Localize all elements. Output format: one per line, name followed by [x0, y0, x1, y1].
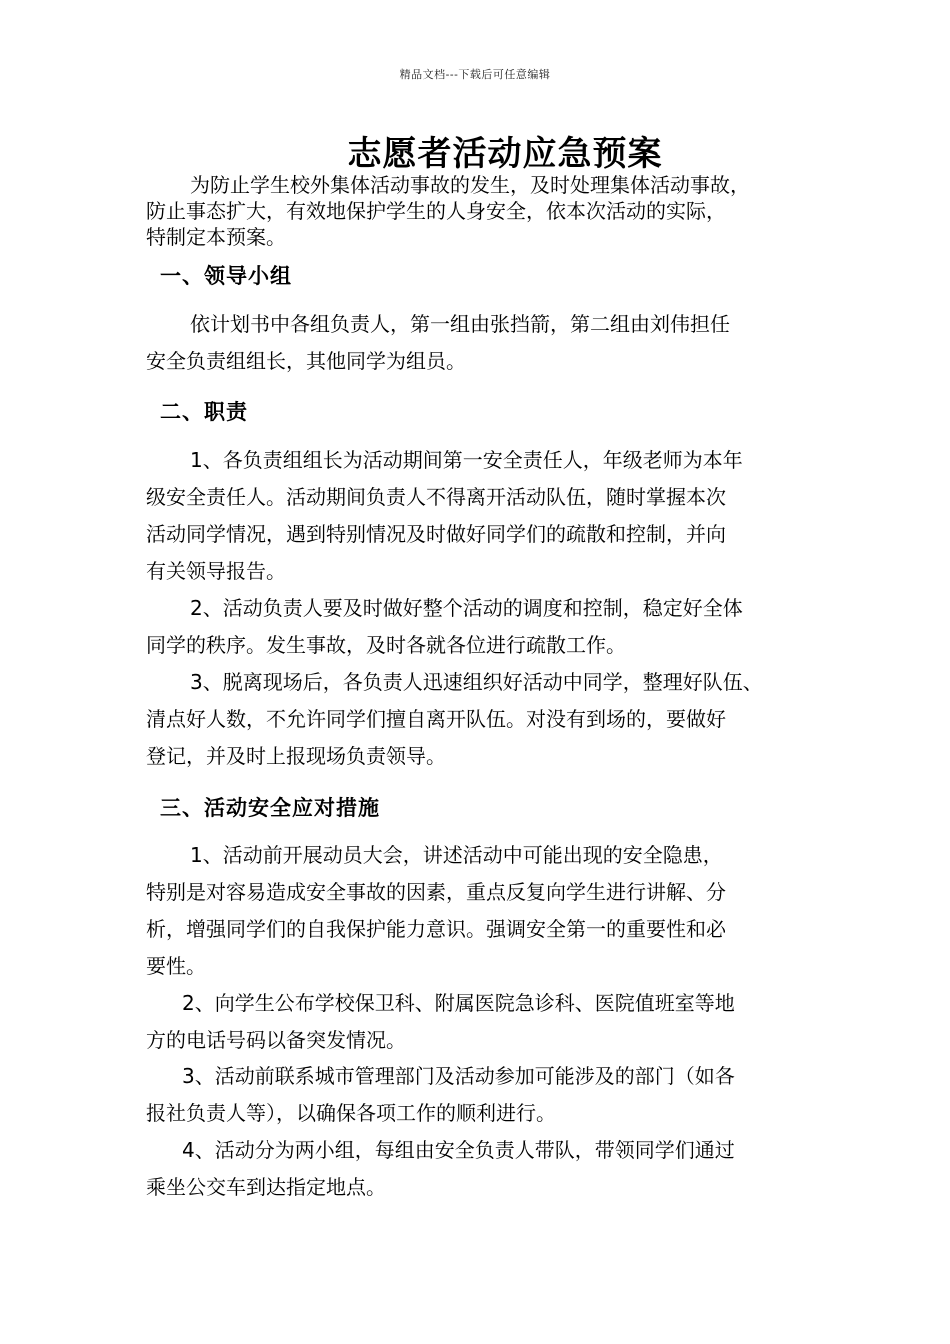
paragraph-line: 活动同学情况，遇到特别情况及时做好同学们的疏散和控制，并向: [146, 522, 726, 546]
paragraph-line: 乘坐公交车到达指定地点。: [146, 1175, 386, 1199]
measures-paragraph-4: [146, 1132, 811, 1206]
paragraph-line: 4、活动分为两小组，每组由安全负责人带队，带领同学们通过: [182, 1138, 735, 1162]
measures-paragraph-1: [146, 837, 811, 985]
measures-paragraph-3: [146, 1058, 811, 1132]
duties-paragraph-2: [146, 590, 811, 664]
intro-line: 特制定本预案。: [146, 225, 286, 249]
paragraph-line: 3、脱离现场后，各负责人迅速组织好活动中同学，整理好队伍、: [190, 670, 763, 694]
paragraph-line: 安全负责组组长，其他同学为组员。: [146, 349, 466, 373]
paragraph-line: 清点好人数，不允许同学们擅自离开队伍。对没有到场的，要做好: [146, 707, 726, 731]
paragraph-line: 析，增强同学们的自我保护能力意识。强调安全第一的重要性和必: [146, 917, 726, 941]
intro-line: 为防止学生校外集体活动事故的发生，及时处理集体活动事故，: [190, 173, 750, 197]
section-heading-leadership: 一、领导小组: [160, 264, 292, 288]
paragraph-line: 同学的秩序。发生事故，及时各就各位进行疏散工作。: [146, 633, 626, 657]
paragraph-line: 要性。: [146, 954, 206, 978]
section-heading-safety-measures: 三、活动安全应对措施: [160, 796, 380, 820]
paragraph-line: 特别是对容易造成安全事故的因素，重点反复向学生进行讲解、分: [146, 880, 726, 904]
paragraph-line: 登记，并及时上报现场负责领导。: [146, 744, 446, 768]
leadership-paragraph: [146, 306, 811, 380]
paragraph-line: 2、活动负责人要及时做好整个活动的调度和控制，稳定好全体: [190, 596, 743, 620]
paragraph-line: 依计划书中各组负责人，第一组由张挡箭，第二组由刘伟担任: [190, 312, 730, 336]
header-note: 精品文档---下载后可任意编辑: [399, 68, 551, 81]
duties-paragraph-1: [146, 442, 811, 590]
intro-line: 防止事态扩大，有效地保护学生的人身安全，依本次活动的实际，: [146, 199, 726, 223]
section-heading-duties: 二、职责: [160, 400, 248, 424]
paragraph-line: 级安全责任人。活动期间负责人不得离开活动队伍，随时掌握本次: [146, 485, 726, 509]
measures-paragraph-2: [146, 985, 811, 1059]
duties-paragraph-3: [146, 664, 811, 775]
document-title: 志愿者活动应急预案: [347, 134, 663, 174]
paragraph-line: 方的电话号码以备突发情况。: [146, 1028, 406, 1052]
paragraph-line: 1、活动前开展动员大会，讲述活动中可能出现的安全隐患，: [190, 843, 723, 867]
paragraph-line: 1、各负责组组长为活动期间第一安全责任人，年级老师为本年: [190, 448, 743, 472]
intro-paragraph: [146, 172, 826, 250]
paragraph-line: 报社负责人等），以确保各项工作的顺利进行。: [146, 1101, 556, 1125]
paragraph-line: 有关领导报告。: [146, 559, 286, 583]
paragraph-line: 2、向学生公布学校保卫科、附属医院急诊科、医院值班室等地: [182, 991, 735, 1015]
paragraph-line: 3、活动前联系城市管理部门及活动参加可能涉及的部门（如各: [182, 1064, 735, 1088]
